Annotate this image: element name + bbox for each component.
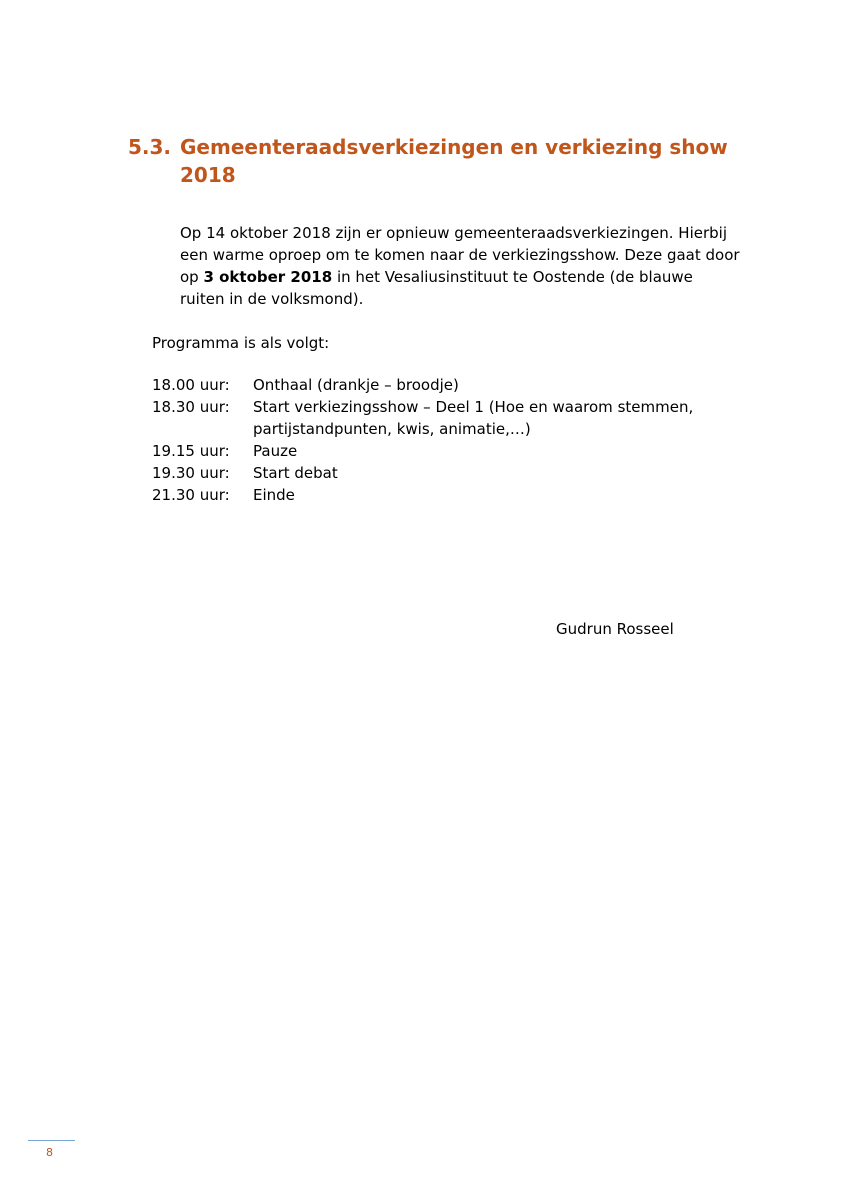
schedule-row <box>152 440 752 462</box>
schedule-time: 21.30 uur: <box>152 486 230 504</box>
schedule-time: 18.30 uur: <box>152 398 230 416</box>
schedule-row <box>152 396 752 440</box>
event-date: 3 oktober 2018 <box>203 268 333 286</box>
schedule-description: Start verkiezingsshow – Deel 1 (Hoe en waarom stemmen, partijstandpunten, kwis, animatie,…) <box>253 398 694 438</box>
page-number: 8 <box>46 1146 53 1159</box>
intro-text-end: in het Vesaliusinstituut te Oostende (de blauwe ruiten in de volksmond). <box>180 268 693 308</box>
program-label: Programma is als volgt: <box>152 334 330 352</box>
schedule-time: 18.00 uur: <box>152 376 230 394</box>
schedule-description: Einde <box>253 486 295 504</box>
schedule-row <box>152 374 752 396</box>
schedule-description: Pauze <box>253 442 298 460</box>
schedule-description: Start debat <box>253 464 338 482</box>
schedule-time: 19.30 uur: <box>152 464 230 482</box>
section-title: Gemeenteraadsverkiezingen en verkiezing show 2018 <box>180 135 728 187</box>
schedule-description: Onthaal (drankje – broodje) <box>253 376 459 394</box>
schedule-time: 19.15 uur: <box>152 442 230 460</box>
section-number: 5.3. <box>128 135 172 159</box>
schedule-row <box>152 462 752 484</box>
intro-text-start: Op 14 oktober 2018 zijn er opnieuw gemeenteraadsverkiezingen. Hierbij een warme oproep om te komen naar de verkiezingsshow. Deze gaat door op <box>180 224 740 286</box>
intro-paragraph <box>180 222 740 310</box>
footer-divider <box>28 1140 75 1141</box>
schedule-row <box>152 484 752 506</box>
program-schedule <box>152 374 752 506</box>
author-signature: Gudrun Rosseel <box>556 620 674 638</box>
